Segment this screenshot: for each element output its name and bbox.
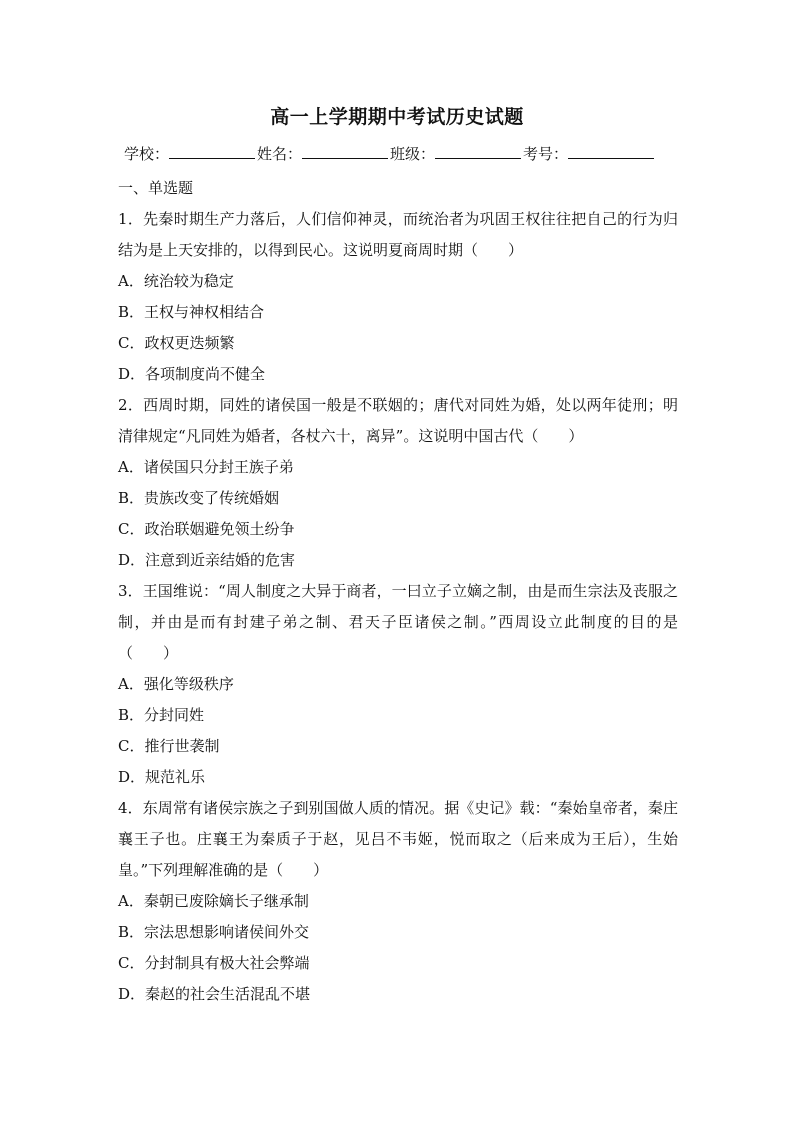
name-label: 姓名： (257, 145, 303, 163)
option-b: B．贵族改变了传统婚姻 (118, 489, 280, 507)
question-2 (118, 390, 678, 576)
class-field (390, 143, 523, 165)
option-d: D．规范礼乐 (118, 768, 206, 786)
option-b: B．王权与神权相结合 (118, 303, 265, 321)
section-title: 一、单选题 (118, 179, 194, 197)
option-d: D．秦赵的社会生活混乱不堪 (118, 985, 311, 1003)
school-blank (169, 143, 255, 159)
exam-content (118, 173, 678, 1010)
name-field (257, 143, 390, 165)
option-d: D．各项制度尚不健全 (118, 365, 266, 383)
number-label: 考号： (523, 145, 569, 163)
question-text: 1．先秦时期生产力落后，人们信仰神灵，而统治者为巩固王权往往把自己的行为归结为是上天安排的，以得到民心。这说明夏商周时期（ ） (118, 210, 678, 259)
option-b: B．宗法思想影响诸侯间外交 (118, 923, 310, 941)
option-a: A．诸侯国只分封王族子弟 (118, 458, 294, 476)
option-c: C．政治联姻避免领土纷争 (118, 520, 295, 538)
option-a: A．秦朝已废除嫡长子继承制 (118, 892, 309, 910)
option-c: C．分封制具有极大社会弊端 (118, 954, 310, 972)
question-text: 3．王国维说：“周人制度之大异于商者，一曰立子立嫡之制，由是而生宗法及丧服之制，并由是而有封建子弟之制、君天子臣诸侯之制。”西周设立此制度的目的是（ ） (118, 582, 678, 662)
option-a: A．强化等级秩序 (118, 675, 234, 693)
question-text: 4．东周常有诸侯宗族之子到别国做人质的情况。据《史记》载：“秦始皇帝者，秦庄襄王子也。庄襄王为秦质子于赵，见吕不韦姬，悦而取之（后来成为王后），生始皇。”下列理解准确的是（ ） (118, 799, 678, 879)
number-blank (568, 143, 654, 159)
question-4 (118, 793, 678, 1010)
school-label: 学校： (124, 145, 170, 163)
number-field (523, 143, 656, 165)
name-blank (302, 143, 388, 159)
option-d: D．注意到近亲结婚的危害 (118, 551, 296, 569)
option-b: B．分封同姓 (118, 706, 205, 724)
school-field (124, 143, 257, 165)
question-1 (118, 204, 678, 390)
class-blank (435, 143, 521, 159)
question-3 (118, 576, 678, 793)
option-c: C．推行世袭制 (118, 737, 220, 755)
option-a: A．统治较为稳定 (118, 272, 234, 290)
option-c: C．政权更迭频繁 (118, 334, 235, 352)
student-info-line (124, 143, 656, 165)
question-text: 2．西周时期，同姓的诸侯国一般是不联姻的；唐代对同姓为婚，处以两年徒刑；明清律规定“凡同姓为婚者，各杖六十，离异”。这说明中国古代（ ） (118, 396, 678, 445)
page-title: 高一上学期期中考试历史试题 (270, 106, 524, 128)
class-label: 班级： (390, 145, 436, 163)
